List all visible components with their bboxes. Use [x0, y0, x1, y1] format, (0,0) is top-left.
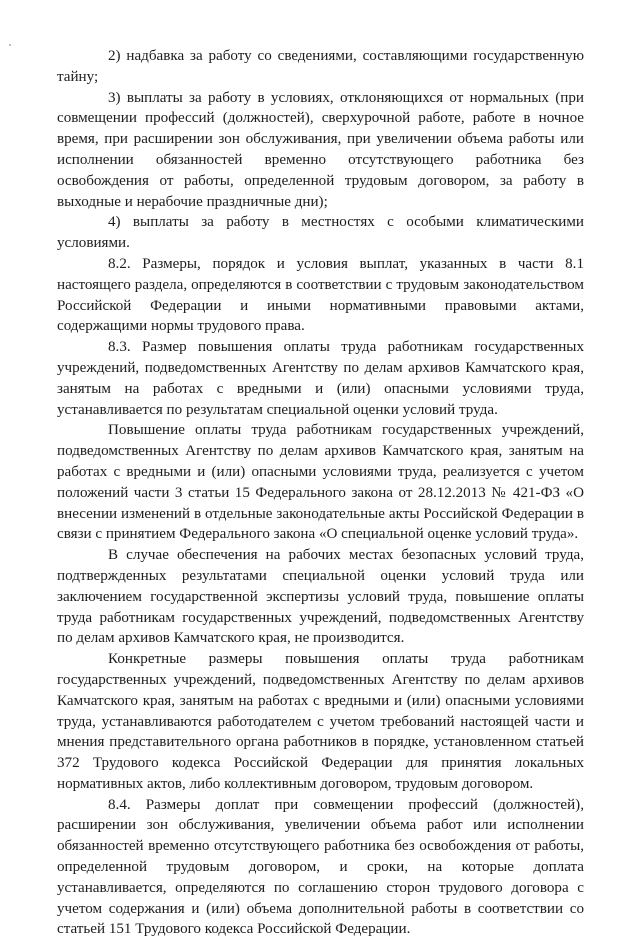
paragraph-item-3-abnormal-conditions: 3) выплаты за работу в условиях, отклоняющихся от нормальных (при совмещении профессий (должностей), сверхурочной работе, работе в ночное время, при расширении зон обслуживания, при увеличении объема работы или исполнении обязанностей временно отсутствующего работника без освобождения от работы, определенной трудовым договором, за работу в выходные и нерабочие праздничные дни); [57, 89, 584, 210]
paragraph-8-3: 8.3. Размер повышения оплаты труда работникам государственных учреждений, подведомственных Агентству по делам архивов Камчатского края, занятым на работах с вредными и (или) опасными условиями труда, устанавливается по результатам специальной оценки условий труда. [57, 339, 584, 418]
document-body [57, 46, 584, 940]
paragraph-pay-increase: Повышение оплаты труда работникам государственных учреждений, подведомственных Агентству по делам архивов Камчатского края, занятым на работах с вредными и (или) опасными условиями труда, реализуется с учетом положений части 3 статьи 15 Федерального закона от 28.12.2013 № 421-ФЗ «О внесении изменений в отдельные законодательные акты Российской Федерации в связи с принятием Федерального закона «О специальной оценке условий труда». [57, 422, 584, 543]
paragraph-item-4-climatic-conditions: 4) выплаты за работу в местностях с особыми климатическими условиями. [57, 214, 584, 252]
scan-speck [9, 44, 11, 46]
paragraph-specific-amounts: Конкретные размеры повышения оплаты труда работникам государственных учреждений, подведомственных Агентству по делам архивов Камчатского края, занятым на работах с вредными и (или) опасными условиями труда, устанавливаются работодателем с учетом требований настоящей части и мнения представительного органа работников в порядке, установленном статьей 372 Трудового кодекса Российской Федерации для принятия локальных нормативных актов, либо коллективным договором, трудовым договором. [57, 651, 584, 792]
paragraph-8-2: 8.2. Размеры, порядок и условия выплат, указанных в части 8.1 настоящего раздела, определяются в соответствии с трудовым законодательством Российской Федерации и иными нормативными правовыми актами, содержащими нормы трудового права. [57, 255, 584, 335]
paragraph-item-2-secrecy-bonus: 2) надбавка за работу со сведениями, составляющими государственную тайну; [57, 48, 584, 85]
paragraph-8-4: 8.4. Размеры доплат при совмещении профессий (должностей), расширении зон обслуживания, увеличении объема работ или исполнении обязанностей временно отсутствующего работника без освобождения от работы, определенной трудовым договором, и сроки, на которые доплата устанавливается, определяются по соглашению сторон трудового договора с учетом содержания и (или) объема дополнительной работы в соответствии со статьей 151 Трудового кодекса Российской Федерации. [57, 796, 584, 938]
paragraph-safe-conditions: В случае обеспечения на рабочих местах безопасных условий труда, подтвержденных результатами специальной оценки условий труда или заключением государственной экспертизы условий труда, повышение оплаты труда работникам государственных учреждений, подведомственных Агентству по делам архивов Камчатского края, не производится. [57, 547, 584, 647]
